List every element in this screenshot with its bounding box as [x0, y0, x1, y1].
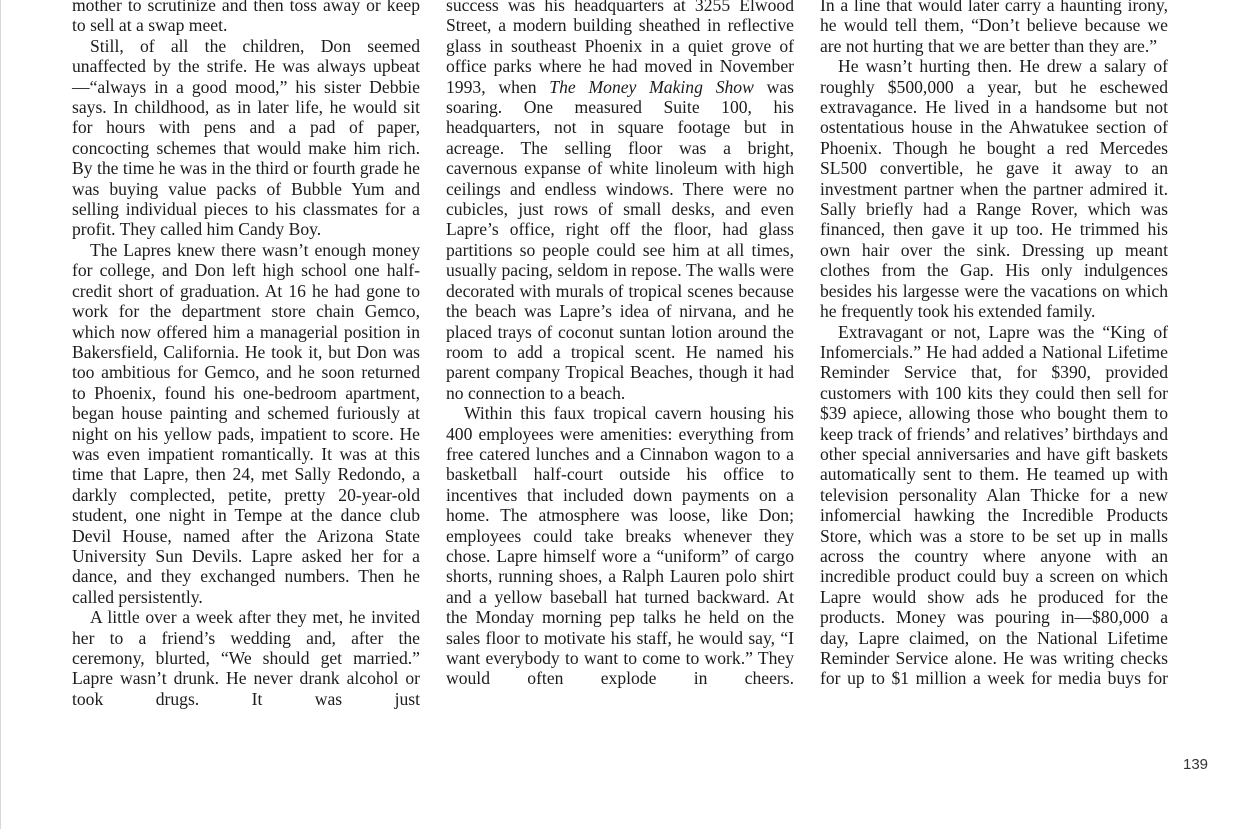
page-edge [0, 0, 1, 829]
paragraph: A little over a week after they met, he invited her to a friend’s wedding and, after the ceremony, blurted, “We should get married.” Lapre wasn’t drunk. He never drank alcohol or took drugs. It was just [72, 607, 420, 709]
paragraph [446, 0, 794, 403]
page-number: 139 [1183, 756, 1209, 773]
paragraph: He wasn’t hurting then. He drew a salary of roughly $500,000 a year, but he eschewed extravagance. He lived in a handsome but not ostentatious house in the Ahwatukee section of Phoenix. Though he bought a red Mercedes SL500 convertible, he gave it away to an investment partner when the partner admired it. Sally briefly had a Range Rover, which was financed, then gave it up too. He trimmed his own hair over the sink. Dressing up meant clothes from the Gap. His only indulgences besides his largesse were the vacations on which he frequently took his extended family. [820, 56, 1168, 322]
text-column-3 [820, 0, 1168, 689]
paragraph: In a line that would later carry a haunting irony, he would tell them, “Don’t believe because we are not hurting that we are better than they are.” [820, 0, 1168, 56]
text-column-2 [446, 0, 794, 689]
paragraph: mother to scrutinize and then toss away or keep to sell at a swap meet. [72, 0, 420, 36]
paragraph: Still, of all the children, Don seemed unaffected by the strife. He was always upbeat—“always in a good mood,” his sister Debbie says. In childhood, as in later life, he would sit for hours with pens and a pad of paper, concocting schemes that would make him rich. By the time he was in the third or fourth grade he was buying value packs of Bubble Yum and selling individual pieces to his classmates for a profit. They called him Candy Boy. [72, 35, 420, 240]
show-title: The Money Making Show [549, 76, 754, 97]
paragraph: Within this faux tropical cavern housing his 400 employees were amenities: everything from free catered lunches and a Cinnabon wagon to a basketball half-court outside his office to incentives that included down payments on a home. The atmosphere was loose, like Don; employees could take breaks whenever they chose. Lapre himself wore a “uniform” of cargo shorts, running shoes, a Ralph Lauren polo shirt and a yellow baseball hat turned backward. At the Monday morning pep talks he held on the sales floor to motivate his staff, he would say, “I want everybody to want to come to work.” They would often explode in cheers. [446, 403, 794, 689]
text-column-1 [72, 0, 420, 709]
paragraph-text: success was his headquarters at 3255 Elwood Street, a modern building sheathed in reflective glass in southeast Phoenix in a quiet grove of office parks where he had moved in November 1993, when [446, 0, 794, 97]
paragraph: Extravagant or not, Lapre was the “King of Infomercials.” He had added a National Lifetime Reminder Service that, for $390, provided customers with 100 kits they could then sell for $39 apiece, allowing those who bought them to keep track of friends’ and relatives’ birthdays and other special anniversaries and have gift baskets automatically sent to them. He teamed up with television personality Alan Thicke for a new infomercial hawking the Incredible Products Store, which was a store to be set up in malls across the country where anyone with an incredible product could buy a screen on which Lapre would show ads he produced for the products. Money was pouring in—$80,000 a day, Lapre claimed, on the National Lifetime Reminder Service alone. He was writing checks for up to $1 million a week for media buys for [820, 321, 1168, 689]
paragraph: The Lapres knew there wasn’t enough money for college, and Don left high school one half-credit short of graduation. At 16 he had gone to work for the department store chain Gemco, which now offered him a managerial position in Bakersfield, California. He took it, but Don was too ambitious for Gemco, and he soon returned to Phoenix, found his one-bedroom apartment, began house painting and schemed furiously at night on his yellow pads, impatient to score. He was even impatient romantically. It was at this time that Lapre, then 24, met Sally Redondo, a darkly complected, petite, pretty 20-year-old student, one night in Tempe at the dance club Devil House, named after the Arizona State University Sun Devils. Lapre asked her for a dance, and they exchanged numbers. Then he called persistently. [72, 239, 420, 607]
paragraph-text: was soaring. One measured Suite 100, his headquarters, not in square footage but in acreage. The selling floor was a bright, cavernous expanse of white linoleum with high ceilings and endless windows. There were no cubicles, just rows of small desks, and even Lapre’s office, right off the floor, had glass partitions so people could see him at all times, usually pacing, seldom in repose. The walls were decorated with murals of tropical scenes because the beach was Lapre’s idea of nirvana, and he placed trays of coconut suntan lotion around the room to add a tropical scent. He named his parent company Tropical Beaches, though it had no connection to a beach. [446, 76, 794, 403]
